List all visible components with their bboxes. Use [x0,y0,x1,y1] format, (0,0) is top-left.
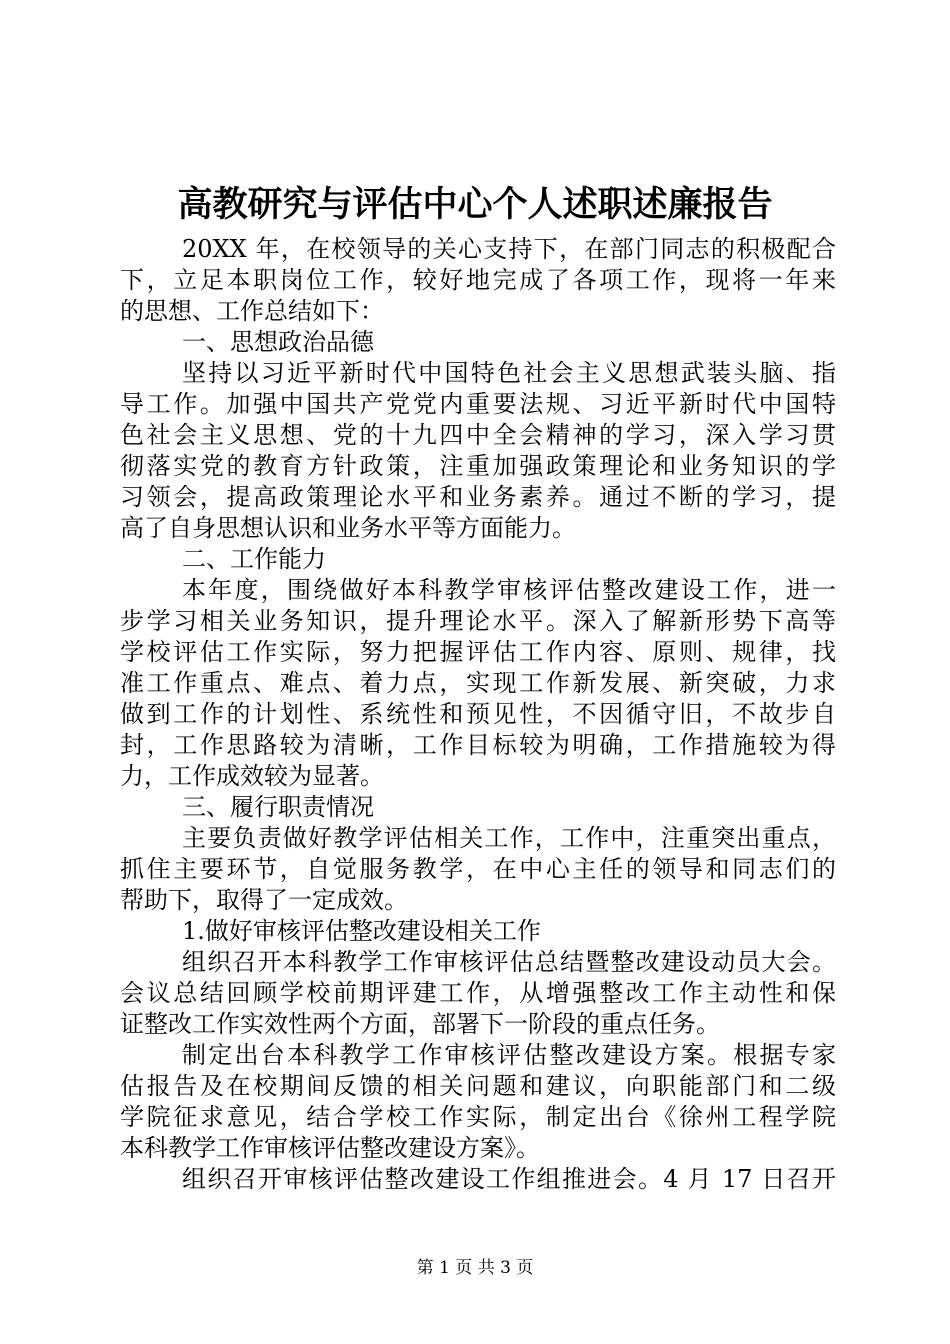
paragraph-line: 估报告及在校期间反馈的相关问题和建议，向职能部门和二级 [120,1072,836,1100]
paragraph-line: 力，工作成效较为显著。 [120,762,384,790]
paragraph-line: 步学习相关业务知识，提升理论水平。深入了解新形势下高等 [120,607,836,635]
paragraph-line: 本科教学工作审核评估整改建设方案》。 [120,1134,540,1162]
paragraph-line: 色社会主义思想、党的十九四中全会精神的学习，深入学习贯 [120,421,836,449]
paragraph-line: 习领会，提高政策理论水平和业务素养。通过不断的学习，提 [120,483,836,511]
paragraph-line: 学院征求意见，结合学校工作实际，制定出台《徐州工程学院 [120,1103,836,1131]
paragraph-line: 20XX 年，在校领导的关心支持下，在部门同志的积极配合 [182,235,836,263]
section-heading: 一、思想政治品德 [182,328,374,356]
document-title: 高教研究与评估中心个人述职述廉报告 [177,184,773,225]
paragraph-line: 彻落实党的教育方针政策，注重加强政策理论和业务知识的学 [120,452,836,480]
paragraph-line: 坚持以习近平新时代中国特色社会主义思想武装头脑、指 [182,359,836,387]
document-body [120,234,836,1195]
paragraph-line: 组织召开本科教学工作审核评估总结暨整改建设动员大会。 [182,948,836,976]
paragraph-line: 准工作重点、难点、着力点，实现工作新发展、新突破，力求 [120,669,836,697]
paragraph-line: 组织召开审核评估整改建设工作组推进会。4 月 17 日召开 [182,1165,836,1193]
paragraph-line: 学校评估工作实际，努力把握评估工作内容、原则、规律，找 [120,638,836,666]
paragraph-line: 帮助下，取得了一定成效。 [120,886,408,914]
paragraph-line: 做到工作的计划性、系统性和预见性，不因循守旧，不故步自 [120,700,836,728]
paragraph-line: 封，工作思路较为清晰，工作目标较为明确，工作措施较为得 [120,731,836,759]
paragraph-line: 高了自身思想认识和业务水平等方面能力。 [120,514,576,542]
paragraph-line: 下，立足本职岗位工作，较好地完成了各项工作，现将一年来 [120,266,836,294]
paragraph-line: 导工作。加强中国共产党党内重要法规、习近平新时代中国特 [120,390,836,418]
page-number-footer: 第 1 页 共 3 页 [416,1258,534,1278]
section-heading: 三、履行职责情况 [182,793,374,821]
section-heading: 二、工作能力 [182,545,326,573]
paragraph-line: 抓住主要环节，自觉服务教学，在中心主任的领导和同志们的 [120,855,836,883]
paragraph-line: 的思想、工作总结如下： [120,297,384,325]
paragraph-line: 会议总结回顾学校前期评建工作，从增强整改工作主动性和保 [120,979,836,1007]
paragraph-line: 本年度，围绕做好本科教学审核评估整改建设工作，进一 [182,576,836,604]
paragraph-line: 制定出台本科教学工作审核评估整改建设方案。根据专家 [182,1041,836,1069]
paragraph-line: 主要负责做好教学评估相关工作，工作中，注重突出重点， [182,824,836,852]
paragraph-line: 证整改工作实效性两个方面，部署下一阶段的重点任务。 [120,1010,720,1038]
subsection-heading: 1.做好审核评估整改建设相关工作 [182,917,541,945]
